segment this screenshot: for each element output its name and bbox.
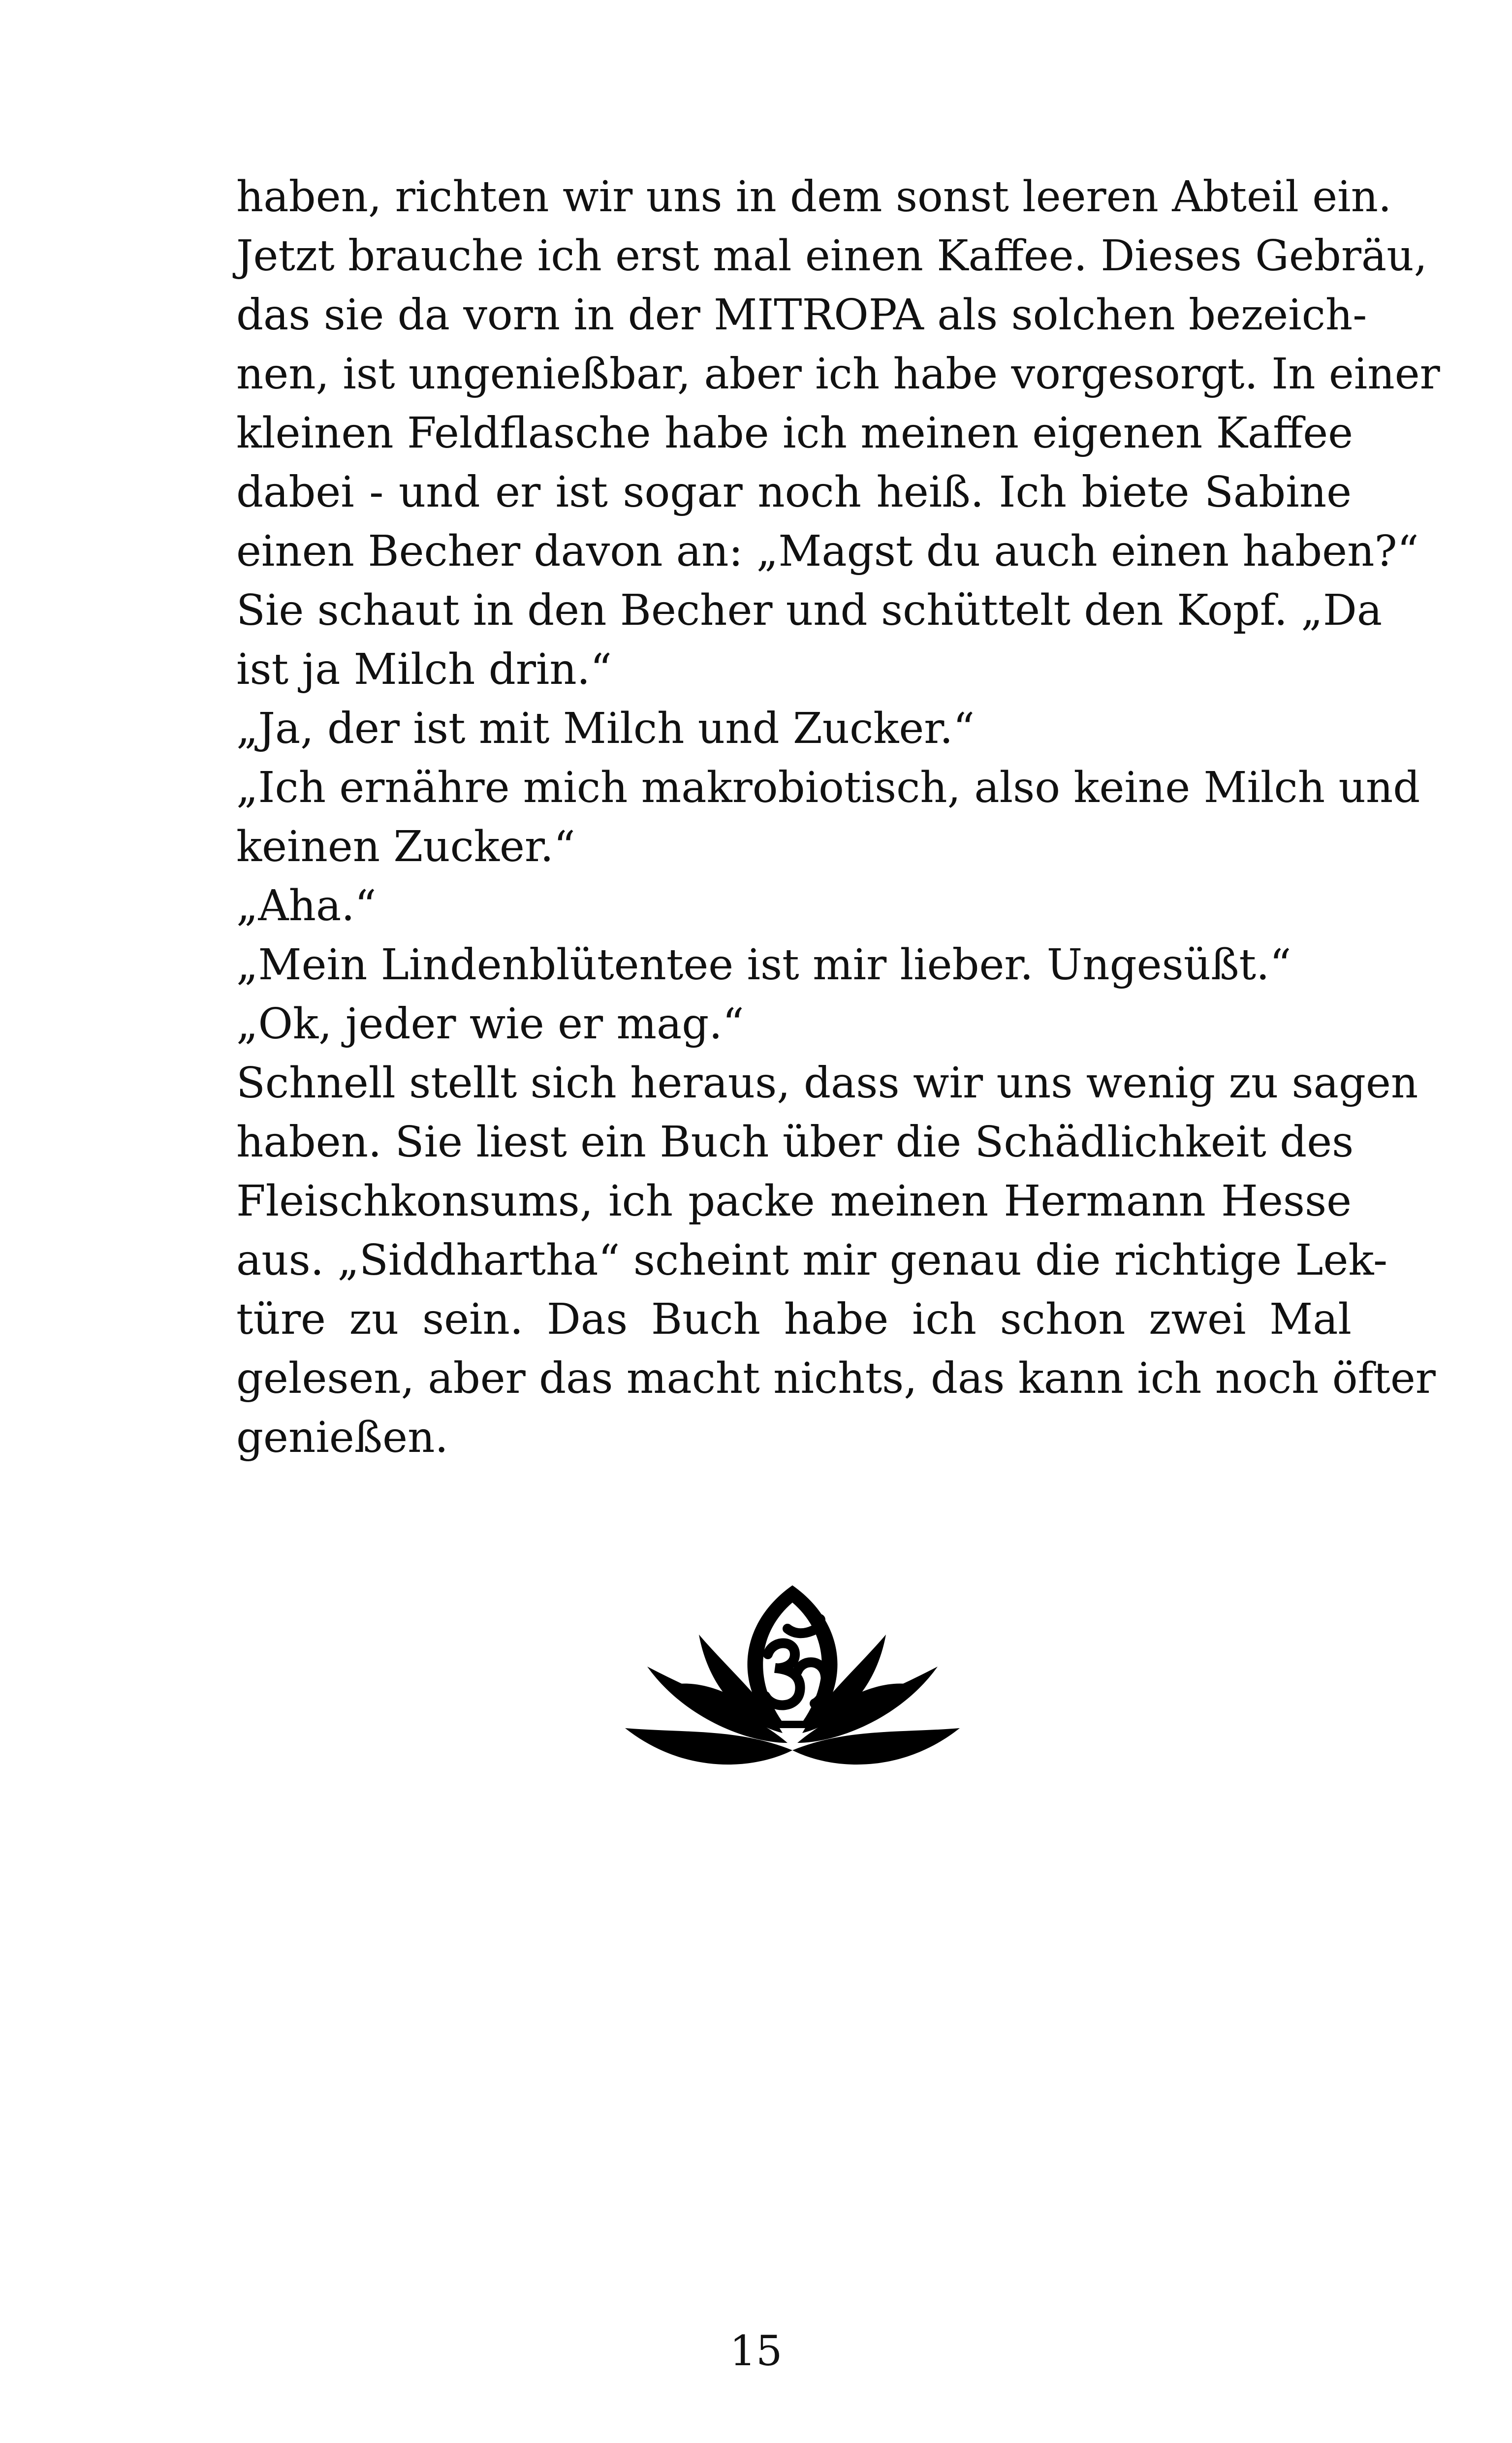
- text-line: dabei - und er ist sogar noch heiß. Ich biete Sabine: [236, 468, 1352, 517]
- text-line: nen, ist ungenießbar, aber ich habe vorgesorgt. In einer: [236, 350, 1440, 399]
- text-line: Fleischkonsums, ich packe meinen Hermann Hesse: [236, 1177, 1352, 1226]
- page-number: 15: [729, 2327, 783, 2375]
- text-line: haben, richten wir uns in dem sonst leeren Abteil ein.: [236, 172, 1392, 222]
- lotus-om-icon: [625, 1580, 960, 1777]
- text-line: genießen.: [236, 1413, 448, 1462]
- text-line: keinen Zucker.“: [236, 822, 575, 871]
- text-line: das sie da vorn in der MITROPA als solchen bezeich-: [236, 290, 1367, 340]
- text-line: ist ja Milch drin.“: [236, 645, 612, 694]
- text-line: Schnell stellt sich heraus, dass wir uns wenig zu sagen: [236, 1059, 1418, 1108]
- text-line: haben. Sie liest ein Buch über die Schädlichkeit des: [236, 1118, 1354, 1167]
- text-line: Sie schaut in den Becher und schüttelt den Kopf. „Da: [236, 586, 1383, 635]
- text-line: „Ja, der ist mit Milch und Zucker.“: [236, 704, 975, 753]
- text-line: türe zu sein. Das Buch habe ich schon zwei Mal: [236, 1295, 1352, 1344]
- text-line: einen Becher davon an: „Magst du auch einen haben?“: [236, 527, 1419, 576]
- text-line: gelesen, aber das macht nichts, das kann ich noch öfter: [236, 1354, 1436, 1403]
- text-line: „Ich ernähre mich makrobiotisch, also keine Milch und: [236, 763, 1420, 812]
- text-line: „Ok, jeder wie er mag.“: [236, 999, 744, 1049]
- text-line: Jetzt brauche ich erst mal einen Kaffee. Dieses Gebräu,: [236, 231, 1427, 281]
- text-line: kleinen Feldflasche habe ich meinen eigenen Kaffee: [236, 409, 1354, 458]
- body-text: [236, 167, 1440, 1467]
- text-line: aus. „Siddhartha“ scheint mir genau die richtige Lek-: [236, 1236, 1388, 1285]
- text-line: „Aha.“: [236, 881, 377, 931]
- text-line: „Mein Lindenblütentee ist mir lieber. Ungesüßt.“: [236, 940, 1292, 990]
